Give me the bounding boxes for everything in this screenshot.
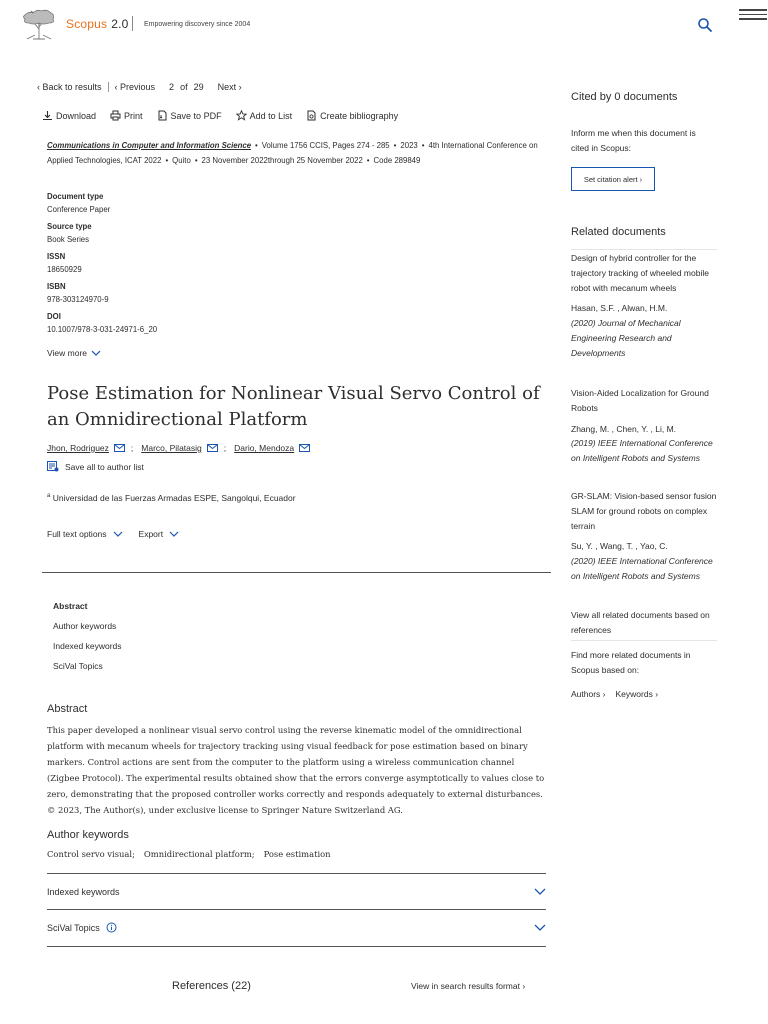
back-to-results-link[interactable]: ‹ Back to results bbox=[37, 82, 102, 92]
download-icon bbox=[42, 110, 53, 121]
related-doc-authors: Su, Y. , Wang, T. , Yao, C. bbox=[571, 541, 668, 552]
view-in-search-results-link[interactable]: View in search results format › bbox=[411, 981, 526, 991]
chevron-down-icon bbox=[534, 888, 546, 895]
related-doc-authors: Hasan, S.F. , Alwan, H.M. bbox=[571, 303, 668, 314]
info-icon[interactable] bbox=[106, 922, 117, 933]
page-title: Pose Estimation for Nonlinear Visual Servo Control of an Omnidirectional Platform bbox=[47, 383, 540, 430]
divider bbox=[47, 946, 546, 947]
bibliography-icon bbox=[306, 110, 317, 121]
download-button[interactable]: Download bbox=[42, 110, 96, 121]
header bbox=[0, 0, 768, 52]
chevron-right-icon: › bbox=[236, 82, 242, 92]
related-doc bbox=[571, 489, 721, 584]
export-dropdown[interactable]: Export bbox=[139, 529, 180, 539]
divider bbox=[571, 249, 717, 250]
author-list-icon bbox=[47, 461, 59, 472]
author-keywords-heading: Author keywords bbox=[47, 829, 129, 841]
set-citation-alert-button[interactable]: Set citation alert › bbox=[571, 167, 655, 191]
related-doc-source: (2020) IEEE International Conference on Intelligent Robots and Systems bbox=[571, 556, 713, 581]
previous-link[interactable]: ‹ Previous bbox=[114, 82, 156, 92]
journal-link[interactable]: Communications in Computer and Information Science bbox=[47, 141, 252, 150]
scopus-brand[interactable] bbox=[66, 17, 129, 31]
full-text-options-dropdown[interactable]: Full text options bbox=[47, 529, 123, 539]
total-count: 29 bbox=[193, 82, 204, 92]
save-all-to-author-list-button[interactable]: Save all to author list bbox=[47, 461, 144, 472]
abstract-heading: Abstract bbox=[47, 703, 88, 715]
search-icon[interactable] bbox=[697, 17, 713, 33]
brand-name: Scopus bbox=[66, 17, 108, 31]
keyword: Control servo visual; bbox=[47, 849, 135, 859]
brand-version: 2.0 bbox=[111, 17, 129, 31]
chevron-right-icon: › bbox=[519, 981, 526, 991]
divider bbox=[571, 640, 717, 641]
keyword: Pose estimation bbox=[263, 849, 331, 859]
toc-scival-topics[interactable]: SciVal Topics bbox=[53, 661, 103, 671]
results-navigation bbox=[37, 82, 242, 92]
related-doc-title[interactable]: GR-SLAM: Vision-based sensor fusion SLAM for ground robots on complex terrain bbox=[571, 491, 717, 531]
isbn-value: 978-303124970-9 bbox=[47, 295, 109, 304]
cited-by-heading: Cited by 0 documents bbox=[571, 91, 678, 103]
conference-name: 4th International Conference on Applied Technologies, ICAT 2022 bbox=[47, 141, 538, 165]
author-list: Jhon, Rodriguez ; Marco, Pilatasig ; Dario, Mendoza bbox=[47, 443, 310, 453]
issn-value: 18650929 bbox=[47, 265, 82, 274]
document-details bbox=[47, 192, 157, 342]
related-documents-heading: Related documents bbox=[571, 226, 666, 238]
references-heading: References (22) bbox=[172, 980, 251, 992]
author-link[interactable]: Jhon, Rodriguez bbox=[47, 443, 109, 453]
isbn-label: ISBN bbox=[47, 282, 66, 291]
tagline: Empowering discovery since 2004 bbox=[144, 21, 251, 28]
divider bbox=[42, 572, 551, 573]
next-link[interactable]: Next › bbox=[217, 82, 242, 92]
issn-label: ISSN bbox=[47, 252, 66, 261]
document-options bbox=[47, 529, 179, 539]
conference-dates: 23 November 2022through 25 November 2022 bbox=[201, 155, 363, 165]
author-link[interactable]: Dario, Mendoza bbox=[234, 443, 295, 453]
section-nav bbox=[53, 596, 122, 676]
save-to-pdf-button[interactable]: Save to PDF bbox=[157, 110, 222, 121]
related-doc bbox=[571, 251, 721, 361]
authors-link[interactable]: Authors › bbox=[571, 689, 606, 699]
related-doc-source: (2019) IEEE International Conference on Intelligent Robots and Systems bbox=[571, 438, 713, 464]
view-more-button[interactable]: View more bbox=[47, 348, 101, 358]
toc-indexed-keywords[interactable]: Indexed keywords bbox=[53, 641, 122, 651]
document-toolbar bbox=[42, 110, 398, 121]
volume-pages: Volume 1756 CCIS, Pages 274 - 285 bbox=[261, 141, 390, 150]
keyword: Omnidirectional platform; bbox=[143, 849, 255, 859]
affiliation-marker: a bbox=[47, 493, 51, 500]
add-to-list-button[interactable]: Add to List bbox=[236, 110, 293, 121]
chevron-right-icon: › bbox=[637, 174, 643, 184]
brand-divider bbox=[132, 16, 133, 31]
chevron-down-icon bbox=[169, 531, 179, 537]
author-link[interactable]: Marco, Pilatasig bbox=[141, 443, 202, 453]
chevron-right-icon: › bbox=[652, 689, 659, 699]
conference-code: Code 289849 bbox=[373, 155, 421, 165]
hamburger-menu-icon[interactable] bbox=[739, 9, 767, 23]
doi-value: 10.1007/978-3-031-24971-6_20 bbox=[47, 325, 158, 334]
find-more-text: Find more related documents in Scopus based on: bbox=[571, 650, 691, 675]
elsevier-tree-logo[interactable] bbox=[21, 9, 57, 40]
chevron-left-icon: ‹ bbox=[37, 82, 43, 92]
pdf-icon bbox=[157, 110, 168, 121]
chevron-left-icon: ‹ bbox=[114, 82, 121, 92]
related-doc-authors: Zhang, M. , Chen, Y. , Li, M. bbox=[571, 423, 677, 434]
doc-type-label: Document type bbox=[47, 192, 104, 201]
star-icon bbox=[236, 110, 247, 121]
related-doc-title[interactable]: Design of hybrid controller for the trajectory tracking of wheeled mobile robot with mecanum wheels bbox=[571, 253, 709, 293]
current-index: 2 bbox=[169, 82, 175, 92]
toc-abstract[interactable]: Abstract bbox=[53, 601, 88, 611]
printer-icon bbox=[110, 110, 121, 121]
print-button[interactable]: Print bbox=[110, 110, 143, 121]
mail-icon[interactable] bbox=[207, 444, 218, 452]
affiliation: $^a$ Universidad de las Fuerzas Armadas ESPE, Sangolqui, Ecuador bbox=[47, 493, 296, 503]
nav-divider bbox=[108, 82, 109, 92]
chevron-right-icon: › bbox=[600, 689, 606, 699]
indexed-keywords-accordion[interactable]: Indexed keywords bbox=[47, 873, 546, 909]
doi-label: DOI bbox=[47, 312, 61, 321]
mail-icon[interactable] bbox=[299, 444, 310, 452]
create-bibliography-button[interactable]: Create bibliography bbox=[306, 110, 398, 121]
chevron-down-icon bbox=[91, 350, 101, 356]
abstract-text: This paper developed a nonlinear visual servo control using the reverse kinematic model of the omnidirectional platform with mecanum wheels for trajectory tracking using visual feedback for pose estimation based on binary markers. Control actions are sent from the computer to the platform using a wireless communication channel (Zigbee Protocol). The experimental results obtained show that the errors converge asymptotically to values close to zero, demonstrating that the proposed controller works correctly and responds adequately to external disturbances. © 2023, The Author(s), under exclusive license to Springer Nature Switzerland AG. bbox=[47, 725, 545, 815]
chevron-down-icon bbox=[113, 531, 123, 537]
copyright: © 2023, The Author(s), under exclusive license to Springer Nature Switzerland AG. bbox=[47, 805, 403, 815]
cite-alert-text: Inform me when this document is cited in Scopus: bbox=[571, 128, 696, 153]
view-all-related-link[interactable]: View all related documents based on references bbox=[571, 610, 710, 635]
doc-type-value: Conference Paper bbox=[47, 205, 111, 214]
keywords-link[interactable]: Keywords › bbox=[615, 689, 659, 699]
find-more-links bbox=[571, 689, 658, 699]
conference-location: Quito bbox=[172, 155, 191, 165]
of-label: of bbox=[180, 82, 188, 92]
pub-year: 2023 bbox=[400, 141, 418, 150]
chevron-down-icon bbox=[534, 924, 546, 931]
related-doc-title[interactable]: Vision-Aided Localization for Ground Robots bbox=[571, 388, 709, 413]
source-type-label: Source type bbox=[47, 222, 92, 231]
scival-topics-accordion[interactable]: SciVal Topics bbox=[47, 909, 546, 945]
toc-author-keywords[interactable]: Author keywords bbox=[53, 621, 117, 631]
source-type-value: Book Series bbox=[47, 235, 90, 244]
related-doc bbox=[571, 386, 721, 466]
source-citation: Communications in Computer and Information Science • Volume 1756 CCIS, Pages 274 - 285 • 2023 • 4th International Conference on Applied Technologies, ICAT 2022 • Quito • 23 November 2022through 25 November 2022 • Code 289849 bbox=[47, 141, 538, 165]
mail-icon[interactable] bbox=[114, 444, 125, 452]
related-doc-source: (2020) Journal of Mechanical Engineering Research and Developments bbox=[571, 318, 681, 358]
author-keywords-list bbox=[47, 849, 331, 859]
